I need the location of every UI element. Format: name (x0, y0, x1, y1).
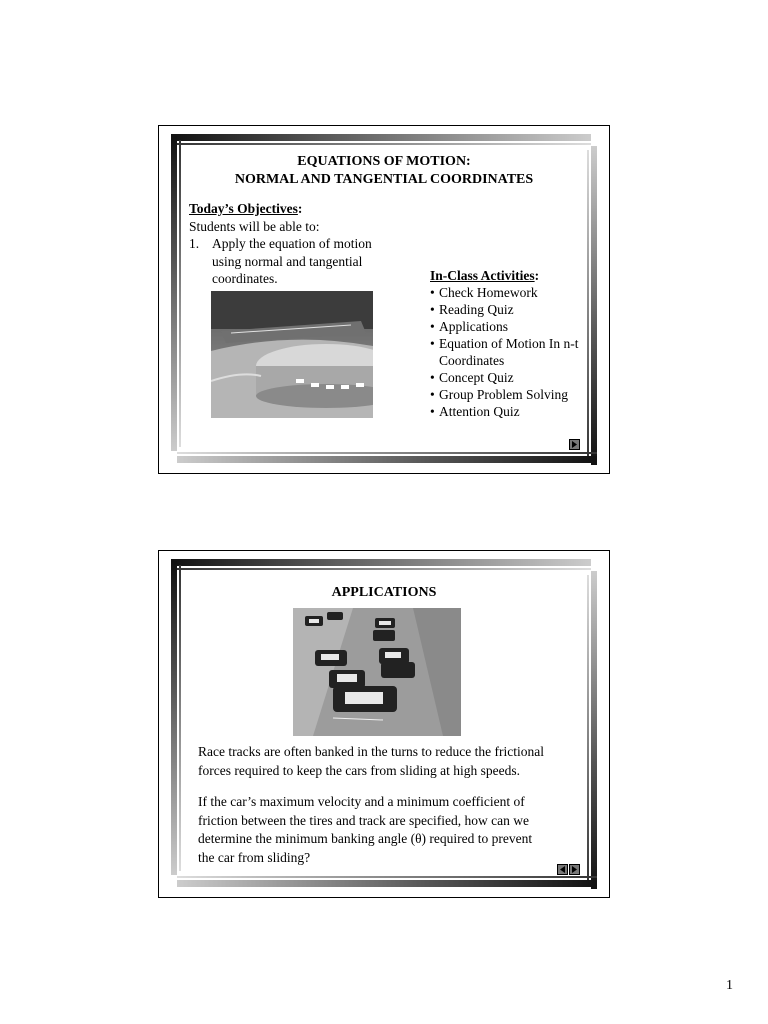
list-item: • Equation of Motion In n-t Coordinates (430, 336, 579, 368)
race-cars-photo (293, 608, 461, 736)
list-item: • Group Problem Solving (430, 387, 569, 402)
list-item: • Attention Quiz (430, 404, 520, 419)
decorative-bar (177, 456, 597, 463)
decorative-bar (179, 565, 181, 871)
objectives-block: Today’s Objectives: Students will be able to: 1. Apply the equation of motion using normal and tangential coordinates. (189, 200, 389, 288)
previous-slide-button[interactable] (557, 864, 568, 875)
centrifuge-photo (211, 291, 373, 418)
decorative-bar (171, 568, 591, 570)
decorative-bar (171, 561, 177, 875)
paragraph: Race tracks are often banked in the turns to reduce the frictional forces required to keep the cars from sliding at high speeds. (198, 744, 544, 778)
decorative-bar (177, 876, 597, 878)
objectives-heading: Today’s Objectives (189, 201, 298, 216)
slide-title: APPLICATIONS (331, 585, 437, 600)
next-slide-button[interactable] (569, 439, 580, 450)
page-number: 1 (726, 978, 733, 993)
arrow-left-icon (558, 865, 567, 874)
decorative-bar (171, 143, 591, 145)
list-item: • Applications (430, 319, 508, 334)
arrow-right-icon (570, 440, 579, 449)
decorative-bar (177, 452, 597, 454)
slide-title: EQUATIONS OF MOTION: NORMAL AND TANGENTIAL COORDINATES (234, 154, 534, 187)
next-slide-button[interactable] (569, 864, 580, 875)
objectives-intro: Students will be able to: (189, 218, 320, 234)
list-item: • Reading Quiz (430, 302, 514, 317)
list-item: • Check Homework (430, 285, 538, 300)
decorative-bar (177, 880, 597, 887)
slide-1 (158, 125, 610, 474)
arrow-right-icon (570, 865, 579, 874)
activities-heading: In-Class Activities (430, 268, 535, 283)
list-item: • Concept Quiz (430, 370, 514, 385)
objective-item: 1. Apply the equation of motion using normal and tangential coordinates. (189, 236, 372, 286)
decorative-bar (171, 134, 591, 141)
activities-block: In-Class Activities: • Check Homework • Reading Quiz • Applications • Equation of Motion In n-t Coordinates • Concept Quiz • Group Problem Solving • Attention Quiz (430, 267, 600, 420)
decorative-bar (171, 559, 591, 566)
paragraph: If the car’s maximum velocity and a minimum coefficient of friction between the tires and track are specified, how can we determine the minimum banking angle (θ) required to prevent the car from sliding? (198, 794, 533, 865)
slide-2 (158, 550, 610, 898)
